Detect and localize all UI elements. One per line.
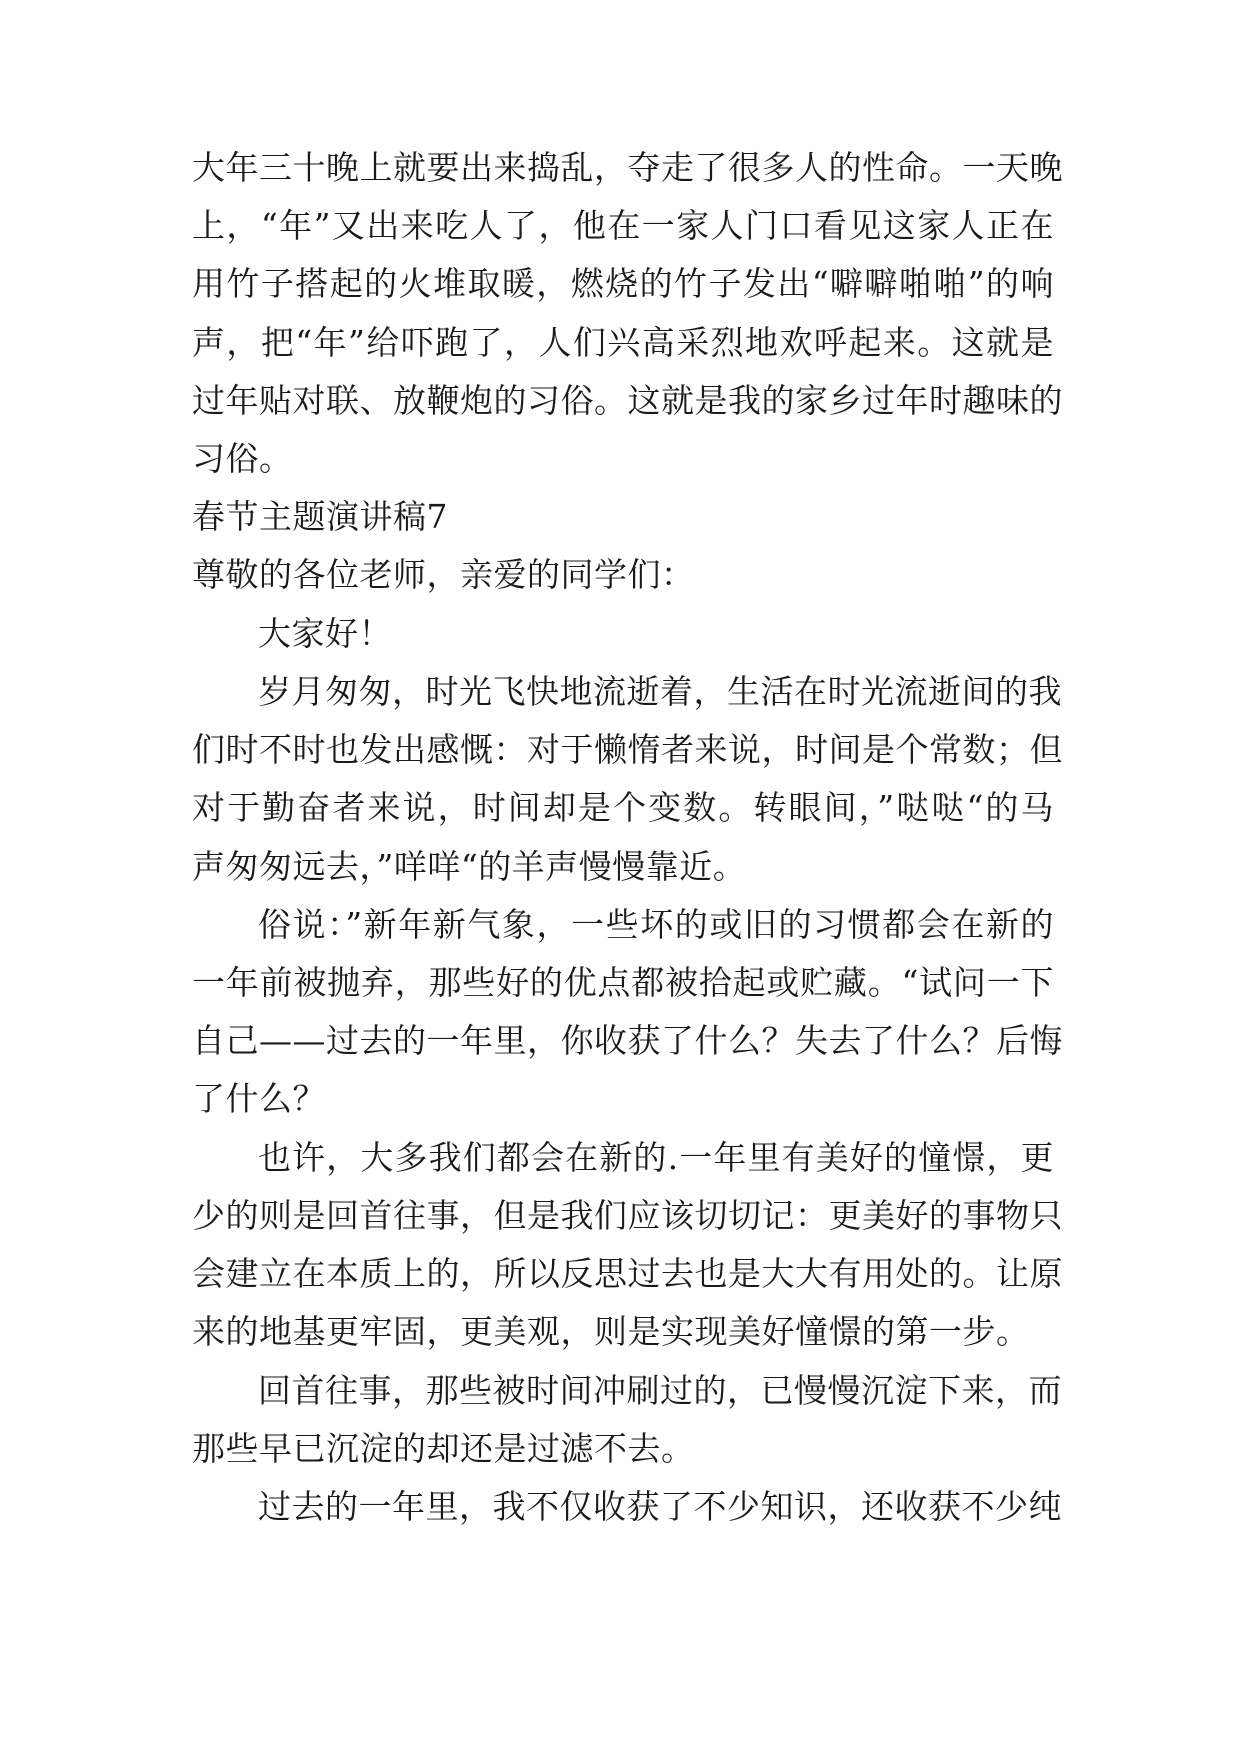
text-line: 习俗。 bbox=[192, 439, 293, 478]
greeting: 大家好！ bbox=[258, 614, 392, 653]
text-line: 回首往事，那些被时间冲刷过的，已慢慢沉淀下来，而 bbox=[258, 1371, 1062, 1410]
text-line: 大年三十晚上就要出来捣乱，夺走了很多人的性命。一天晚 bbox=[192, 148, 1063, 187]
text-line: 了什么？ bbox=[192, 1079, 326, 1118]
text-line: 俗说：”新年新气象，一些坏的或旧的习惯都会在新的 bbox=[258, 905, 1054, 944]
text-line: 对于勤奋者来说，时间却是个变数。转眼间，”哒哒“的马 bbox=[192, 788, 1054, 827]
text-line: 过去的一年里，我不仅收获了不少知识，还收获不少纯 bbox=[258, 1487, 1062, 1526]
text-line: 自己——过去的一年里，你收获了什么？失去了什么？后悔 bbox=[192, 1021, 1063, 1060]
text-line: 一年前被抛弃，那些好的优点都被拾起或贮藏。“试问一下 bbox=[192, 963, 1054, 1002]
salutation: 尊敬的各位老师，亲爱的同学们： bbox=[192, 555, 695, 594]
text-line: 声匆匆远去，”咩咩“的羊声慢慢靠近。 bbox=[192, 847, 747, 886]
text-line: 过年贴对联、放鞭炮的习俗。这就是我的家乡过年时趣味的 bbox=[192, 381, 1063, 420]
text-line: 声，把“年”给吓跑了，人们兴高采烈地欢呼起来。这就是 bbox=[192, 323, 1054, 362]
text-line: 也许，大多我们都会在新的.一年里有美好的憧憬，更 bbox=[258, 1138, 1054, 1177]
section-heading: 春节主题演讲稿7 bbox=[192, 497, 448, 536]
text-line: 少的则是回首往事，但是我们应该切切记：更美好的事物只 bbox=[192, 1196, 1063, 1235]
text-line: 岁月匆匆，时光飞快地流逝着，生活在时光流逝间的我 bbox=[258, 672, 1062, 711]
text-line: 上，“年”又出来吃人了，他在一家人门口看见这家人正在 bbox=[192, 206, 1054, 245]
text-line: 们时不时也发出感慨：对于懒惰者来说，时间是个常数；但 bbox=[192, 730, 1063, 769]
text-line: 那些早已沉淀的却还是过滤不去。 bbox=[192, 1429, 695, 1468]
text-line: 会建立在本质上的，所以反思过去也是大大有用处的。让原 bbox=[192, 1254, 1063, 1293]
text-line: 来的地基更牢固，更美观，则是实现美好憧憬的第一步。 bbox=[192, 1312, 1030, 1351]
text-line: 用竹子搭起的火堆取暖，燃烧的竹子发出“噼噼啪啪”的响 bbox=[192, 264, 1054, 303]
